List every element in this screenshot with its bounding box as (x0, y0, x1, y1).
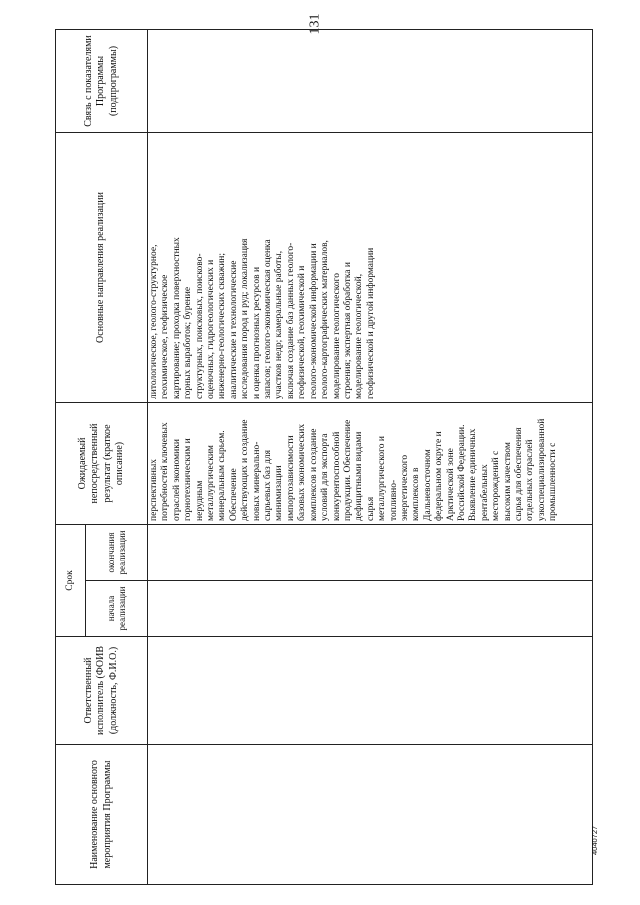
rotated-page (55, 25, 615, 885)
header-term-end: окончания реализации (86, 524, 148, 580)
cell-program-link (148, 29, 593, 132)
header-term-start: начала реализации (86, 581, 148, 637)
cell-responsible (148, 637, 593, 745)
header-responsible: Ответственный исполнитель (ФОИВ (должность, Ф.И.О.) (56, 637, 148, 745)
cell-activity-name (148, 745, 593, 885)
document-id: 4040727 (590, 825, 599, 855)
program-table (55, 29, 593, 885)
header-activity-name: Наименование основного мероприятия Программы (56, 745, 148, 885)
header-program-link: Связь с показателями Программы (подпрограммы) (56, 29, 148, 132)
header-term: Срок (56, 524, 86, 636)
cell-expected-result: перспективных потребностей ключевых отраслей экономики горнотехническим и нерудным металлургическим минеральным сырьем. Обеспечение действующих и создание новых минерально- сырьевых баз для минимизации импортозависимости базовых экономических комплексов и создание условий для экспорта конкурентоспособной продукции. Обеспечение дефицитными видами сырья металлургического и топливно- энергетического комплексов в Дальневосточном федеральном округе и Арктической зоне Российской Федерации. Выявление единичных рентабельных месторождений с высоким качеством сырья для обеспечения отдельных отраслей узкоспециализированной промышленности с (148, 402, 593, 524)
page-number: 131 (307, 13, 323, 35)
cell-main-directions: литологическое, геолого-структурное, геохимическое, геофизическое картирование; проходка поверхностных горных выработок; бурение структурных, поисковых, поисково- оценочных, гидрогеологических и инженерно-геологических скважин; аналитические и технологические исследования пород и руд; локализация и оценка прогнозных ресурсов и запасов; геолого-экономическая оценка участков недр; камеральные работы, включая создание баз данных геолого- геофизической, геохимической и геолого-экономической информации и геолого-картографических материалов, моделирование геологического строения; экспертная обработка и моделирование геологической, геофизической и другой информации (148, 132, 593, 402)
cell-term-start (148, 581, 593, 637)
header-main-directions: Основные направления реализации (56, 132, 148, 402)
cell-term-end (148, 524, 593, 580)
header-expected-result: Ожидаемый непосредственный результат (краткое описание) (56, 402, 148, 524)
